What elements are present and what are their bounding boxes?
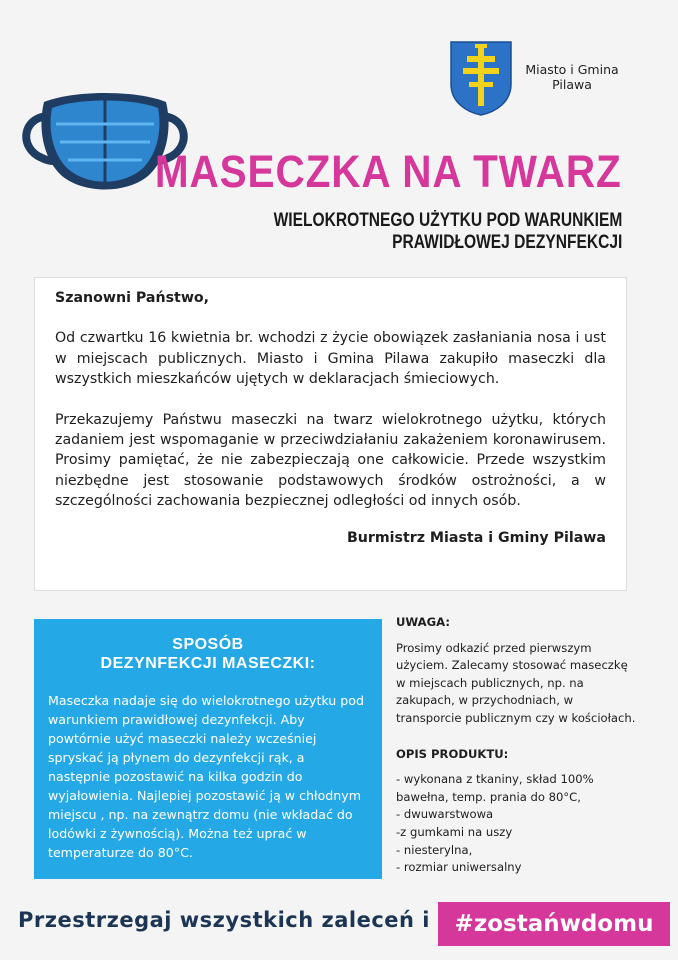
list-item: - niesterylna, <box>396 842 473 857</box>
footer-slogan: Przestrzegaj wszystkich zaleceń i <box>18 908 430 932</box>
list-item: - wykonana z tkaniny, skład 100% bawełna, temp. prania do 80°C, <box>396 772 594 804</box>
info-column <box>396 614 636 877</box>
letter-paragraph-1: Od czwartku 16 kwietnia br. wchodzi z życie obowiązek zasłaniania nosa i ust w miejscach publicznych. Miasto i Gmina Pilawa zakupiło maseczki dla wszystkich mieszkańców ujętych w deklaracjach śmieciowych. <box>55 330 606 388</box>
warning-heading: UWAGA: <box>396 615 450 629</box>
announcement-letter <box>34 277 627 591</box>
disinfection-text: Maseczka nadaje się do wielokrotnego użytku pod warunkiem prawidłowej dezynfekcji. Aby powtórnie użyć maseczki należy wcześniej spryskać ją płynem do dezynfekcji rąk, a następnie pozostawić na kilka godzin do wyjałowienia. Najlepiej pozostawić ją w chłodnym miejscu , np. na zewnątrz domu (nie wkładać do lodówki z żywnością). Można też uprać w temperaturze do 80°C. <box>48 693 364 860</box>
letter-greeting: Szanowni Państwo, <box>55 290 210 306</box>
list-item: - dwuwarstwowa <box>396 807 494 822</box>
warning-text: Prosimy odkazić przed pierwszym użyciem. Zalecamy stosować maseczkę w miejscach publicznych, np. na zakupach, w przychodniach, w transporcie publicznym czy w kościołach. <box>396 640 636 725</box>
disinfection-box <box>34 619 382 879</box>
coat-of-arms-icon <box>449 40 513 116</box>
product-heading: OPIS PRODUKTU: <box>396 746 509 761</box>
letter-paragraph-2: Przekazujemy Państwu maseczki na twarz wielokrotnego użytku, których zadaniem jest wspomaganie w przeciwdziałaniu zakażeniem koronawirusem. Prosimy pamiętać, że nie zabezpieczają one całkowicie. Przede wszystkim niezbędne jest stosowanie podstawowych środków ostrożności, a w szczególności zachowania bezpiecznej odległości od innych osób. <box>55 411 606 510</box>
product-list <box>396 771 636 877</box>
list-item: - rozmiar uniwersalny <box>396 860 522 875</box>
page-subtitle: WIELOKROTNEGO UŻYTKU POD WARUNKIEM PRAWIDŁOWEJ DEZYNFEKCJI <box>273 210 622 253</box>
page-title: MASECZKA NA TWARZ <box>155 146 622 197</box>
letter-signature: Burmistrz Miasta i Gminy Pilawa <box>346 529 606 546</box>
municipality-name: Miasto i Gmina Pilawa <box>525 62 619 92</box>
hashtag-badge: #zostańwdomu <box>438 902 670 946</box>
disinfection-title: SPOSÓB DEZYNFEKCJI MASECZKI: <box>100 636 316 672</box>
list-item: -z gumkami na uszy <box>396 824 513 839</box>
